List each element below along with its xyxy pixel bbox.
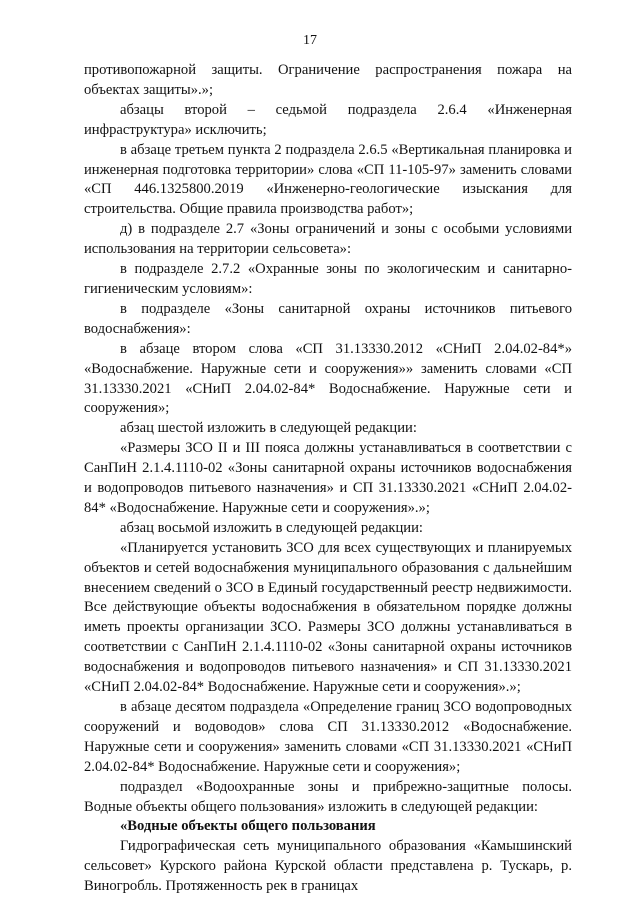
paragraph: д) в подразделе 2.7 «Зоны ограничений и зоны с особыми условиями использования на территории сельсовета»:	[84, 221, 572, 258]
paragraph: противопожарной защиты. Ограничение распространения пожара на объектах защиты».»;	[84, 62, 572, 98]
paragraph: в абзаце третьем пункта 2 подраздела 2.6.5 «Вертикальная планировка и инженерная подготовка территории» слова «СП 11-105-97» заменить словами «СП 446.1325800.2019 «Инженерно-геологические изыскания для строительства. Общие правила производства работ»;	[84, 141, 572, 218]
paragraph: Гидрографическая сеть муниципального образования «Камышинский сельсовет» Курского района Курской области представлена р. Тускарь, р. Виногробль. Протяженность рек в границах	[84, 838, 572, 895]
page-number: 17	[303, 33, 317, 48]
paragraph: «Планируется установить ЗСО для всех существующих и планируемых объектов и сетей водоснабжения муниципального образования с дальнейшим внесением сведений о ЗСО в Единый государственный реестр недвижимости. Все действующие объекты водоснабжения в обязательном порядке должны иметь проекты организации ЗСО. Размеры ЗСО должны устанавливаться в соответствии с СанПиН 2.1.4.1110-02 «Зоны санитарной охраны источников водоснабжения и водопроводов питьевого назначения» и СП 31.13330.2021 «СНиП 2.04.02-84* Водоснабжение. Наружные сети и сооружения».»;	[84, 539, 572, 696]
section-heading: «Водные объекты общего пользования	[120, 818, 376, 835]
paragraph: абзацы второй – седьмой подраздела 2.6.4 «Инженерная инфраструктура» исключить;	[84, 101, 572, 138]
paragraph: абзац восьмой изложить в следующей редакции:	[120, 519, 423, 536]
paragraph: абзац шестой изложить в следующей редакции:	[120, 420, 417, 437]
document-body	[84, 61, 572, 897]
paragraph: «Размеры ЗСО II и III пояса должны устанавливаться в соответствии с СанПиН 2.1.4.1110-02 «Зоны санитарной охраны источников водоснабжения и водопроводов питьевого назначения» и СП 31.13330.2021 «СНиП 2.04.02-84* «Водоснабжение. Наружные сети и сооружения».»;	[84, 440, 572, 516]
paragraph: в подразделе 2.7.2 «Охранные зоны по экологическим и санитарно-гигиеническим условиям»:	[84, 261, 572, 297]
paragraph: в подразделе «Зоны санитарной охраны источников питьевого водоснабжения»:	[84, 300, 572, 337]
paragraph: в абзаце десятом подраздела «Определение границ ЗСО водопроводных сооружений и водоводов» слова СП 31.13330.2012 «Водоснабжение. Наружные сети и сооружения» заменить словами «СП 31.13330.2021 «СНиП 2.04.02-84* Водоснабжение. Наружные сети и сооружения»;	[84, 699, 572, 775]
paragraph: в абзаце втором слова «СП 31.13330.2012 «СНиП 2.04.02-84*» «Водоснабжение. Наружные сети и сооружения»» заменить словами «СП 31.13330.2021 «СНиП 2.04.02-84* Водоснабжение. Наружные сети и сооружения»;	[84, 340, 572, 417]
paragraph: подраздел «Водоохранные зоны и прибрежно-защитные полосы. Водные объекты общего пользования» изложить в следующей редакции:	[84, 778, 572, 815]
